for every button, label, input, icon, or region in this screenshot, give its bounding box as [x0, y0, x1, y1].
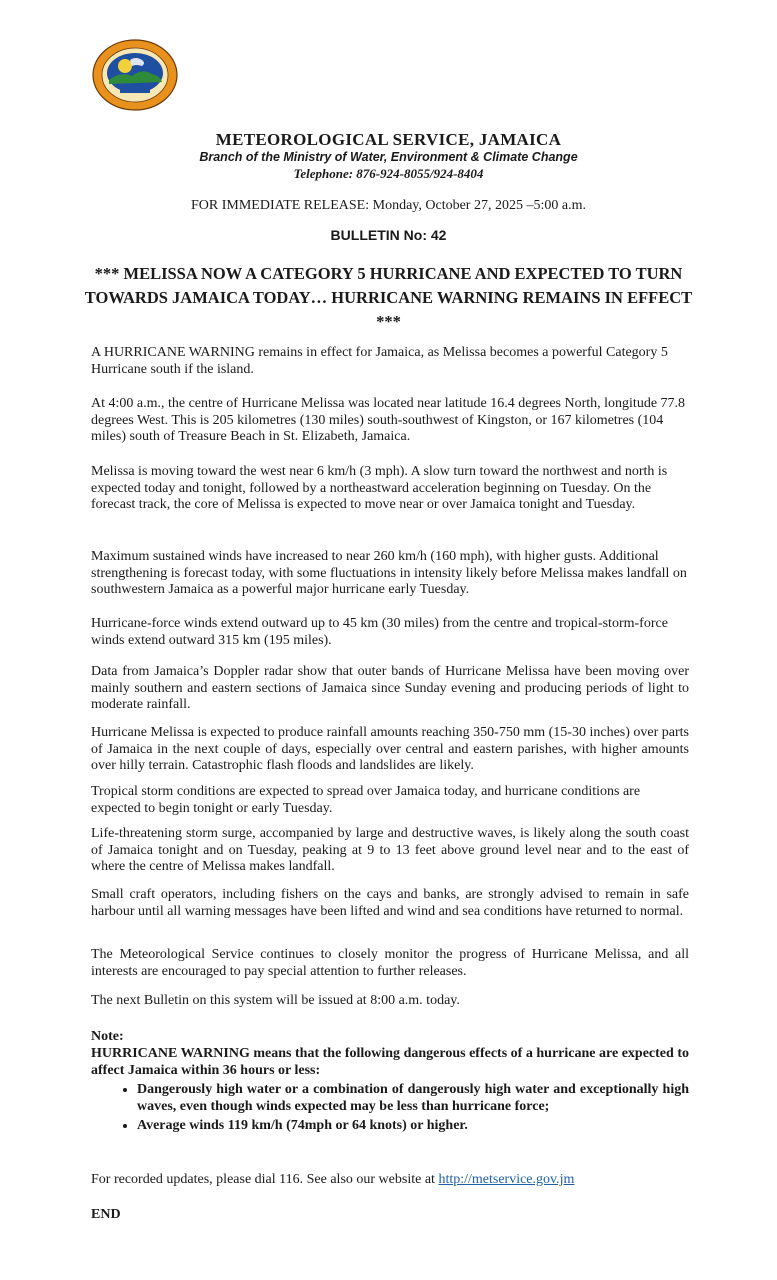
paragraph-movement [91, 464, 689, 514]
org-telephone: Telephone: 876-924-8055/924-8404 [293, 166, 484, 181]
list-item: • Dangerously high water or a combination of dangerously high water and exceptionally high waves, even though winds expected may be less than hurricane force; [137, 1081, 689, 1115]
paragraph-text: At 4:00 a.m., the centre of Hurricane Melissa was located near latitude 16.4 degrees North, longitude 77.8 degrees West. This is 205 kilometres (130 miles) south-southwest of Kingston, or 167 kilometres (104 miles) south of Treasure Beach in St. Elizabeth, Jamaica. [91, 396, 686, 444]
org-branch: Branch of the Ministry of Water, Environment & Climate Change [199, 150, 578, 164]
paragraph-text: Tropical storm conditions are expected to spread over Jamaica today, and hurricane conditions are expected to begin tonight or early Tuesday. [91, 784, 641, 816]
met-service-logo [90, 38, 180, 112]
paragraph-next-bulletin [91, 993, 689, 1010]
paragraph-text: Melissa is moving toward the west near 6 km/h (3 mph). A slow turn toward the northwest and north is expected today and tonight, followed by a northeastward acceleration beginning on Tuesday. On the forecast track, the core of Melissa is expected to move near or over Jamaica tonight and Tuesday. [91, 464, 668, 512]
paragraph-text: The next Bulletin on this system will be issued at 8:00 a.m. today. [91, 993, 460, 1008]
paragraph-text: Maximum sustained winds have increased to near 260 km/h (160 mph), with higher gusts. Additional strengthening is forecast today, with some fluctuations in intensity likely before Melissa makes landfall on southwestern Jamaica as a powerful major hurricane early Tuesday. [91, 549, 687, 597]
paragraph-radar [91, 664, 689, 714]
recorded-updates-line [91, 1172, 689, 1188]
headline: *** MELISSA NOW A CATEGORY 5 HURRICANE AND EXPECTED TO TURN TOWARDS JAMAICA TODAY… HURRICANE WARNING REMAINS IN EFFECT *** [84, 264, 693, 331]
paragraph-text: Data from Jamaica’s Doppler radar show that outer bands of Hurricane Melissa have been moving over mainly southern and eastern sections of Jamaica since Sunday evening and producing periods of light to moderate rainfall. [91, 664, 689, 712]
note-section [91, 1028, 689, 1136]
end-marker: END [91, 1207, 121, 1222]
paragraph-rainfall [91, 725, 689, 775]
org-title: METEOROLOGICAL SERVICE, JAMAICA [215, 130, 562, 149]
paragraph-winds [91, 549, 689, 599]
paragraph-warning [91, 345, 689, 378]
paragraph-wind-extent [91, 616, 689, 649]
paragraph-small-craft [91, 887, 689, 920]
release-line: FOR IMMEDIATE RELEASE: Monday, October 27, 2025 –5:00 a.m. [191, 198, 586, 213]
note-label: Note: [91, 1029, 124, 1044]
paragraph-text: Small craft operators, including fishers on the cays and banks, are strongly advised to remain in safe harbour until all warning messages have been lifted and wind and sea conditions have returned to normal. [91, 887, 689, 919]
website-link[interactable]: http://metservice.gov.jm [438, 1172, 575, 1187]
paragraph-monitoring [91, 947, 689, 980]
note-definition: HURRICANE WARNING means that the following dangerous effects of a hurricane are expected to affect Jamaica within 36 hours or less: [91, 1046, 689, 1078]
paragraph-text: Life-threatening storm surge, accompanied by large and destructive waves, is likely along the south coast of Jamaica tonight and on Tuesday, peaking at 9 to 13 feet above ground level near and to the east of where the centre of Melissa makes landfall. [91, 826, 689, 874]
paragraph-text: Hurricane Melissa is expected to produce rainfall amounts reaching 350-750 mm (15-30 inches) over parts of Jamaica in the next couple of days, especially over central and eastern parishes, with higher amounts over hilly terrain. Catastrophic flash floods and landslides are likely. [91, 725, 689, 773]
paragraph-location [91, 396, 689, 446]
updates-text: For recorded updates, please dial 116. See also our website at [91, 1172, 439, 1187]
paragraph-text: A HURRICANE WARNING remains in effect for Jamaica, as Melissa becomes a powerful Category 5 Hurricane south if the island. [91, 345, 668, 377]
list-item: • Average winds 119 km/h (74mph or 64 knots) or higher. [137, 1117, 689, 1134]
bulletin-number: BULLETIN No: 42 [330, 227, 447, 243]
paragraph-text: The Meteorological Service continues to closely monitor the progress of Hurricane Melissa, and all interests are encouraged to pay special attention to further releases. [91, 947, 689, 979]
paragraph-tropical-storm [91, 784, 689, 817]
paragraph-storm-surge [91, 826, 689, 876]
paragraph-text: Hurricane-force winds extend outward up to 45 km (30 miles) from the centre and tropical-storm-force winds extend outward 315 km (195 miles). [91, 616, 668, 648]
note-bullet-list [91, 1081, 689, 1134]
